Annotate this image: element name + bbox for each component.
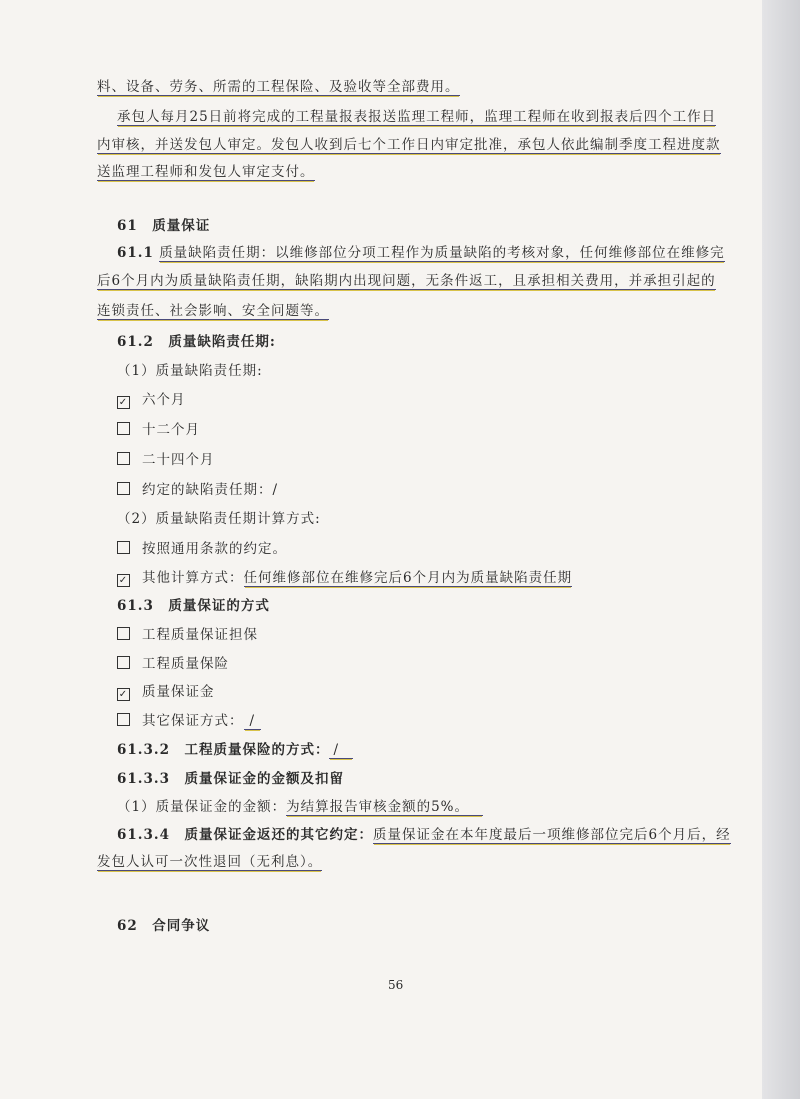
section-612-sub-2: （2）质量缺陷责任期计算方式: <box>117 511 321 527</box>
guarantee-option <box>117 626 258 644</box>
section-611-line-2 <box>97 272 716 290</box>
section-612-heading: 61.2 质量缺陷责任期: <box>117 334 276 350</box>
intro-line-3 <box>97 136 721 154</box>
checkbox-unchecked <box>117 422 130 435</box>
option-label: 约定的缺陷责任期：/ <box>142 482 279 498</box>
clause-number: 61.1 <box>117 245 154 261</box>
clause-label: （1）质量保证金的金额： <box>117 799 287 815</box>
period-option <box>117 451 215 469</box>
option-label: 工程质量保证担保 <box>142 627 258 643</box>
section-611-line-3 <box>97 302 329 320</box>
scan-edge <box>762 0 800 1099</box>
checkbox-unchecked <box>117 656 130 669</box>
checkbox-unchecked <box>117 482 130 495</box>
section-61-heading: 61 质量保证 <box>117 218 211 234</box>
underlined-text: 送监理工程师和发包人审定支付。 <box>97 164 315 180</box>
option-label: 其他计算方式： <box>142 570 244 586</box>
checkbox-unchecked <box>117 713 130 726</box>
section-6132 <box>117 741 353 759</box>
option-value: 任何维修部位在维修完后6个月内为质量缺陷责任期 <box>243 570 573 586</box>
guarantee-option <box>117 655 229 673</box>
section-611-line-1 <box>117 244 725 262</box>
option-label: 质量保证金 <box>142 684 215 700</box>
option-label: 其它保证方式： <box>142 713 244 729</box>
checkbox-unchecked <box>117 627 130 640</box>
guarantee-option <box>117 712 261 730</box>
underlined-text: 连锁责任、社会影响、安全问题等。 <box>97 303 329 319</box>
section-62-heading: 62 合同争议 <box>117 918 211 934</box>
clause-label: 61.3.4 质量保证金返还的其它约定： <box>117 827 373 843</box>
underlined-text: 承包人每月25日前将完成的工程量报表报送监理工程师，监理工程师在收到报表后四个工作日 <box>117 109 717 125</box>
period-option <box>117 421 200 439</box>
checkbox-checked: ✓ <box>118 689 129 700</box>
clause-value: / <box>329 742 353 759</box>
underlined-text: 料、设备、劳务、所需的工程保险、及验收等全部费用。 <box>97 79 460 95</box>
clause-value: 为结算报告审核金额的5%。 <box>286 799 483 816</box>
section-613-heading: 61.3 质量保证的方式 <box>117 598 270 614</box>
intro-line-2 <box>117 108 716 126</box>
period-option <box>117 481 278 499</box>
page-number: 56 <box>388 978 404 992</box>
section-6133-sub <box>117 798 483 816</box>
clause-value: 发包人认可一次性退回（无利息）。 <box>97 854 323 870</box>
underlined-text: 内审核，并送发包人审定。发包人收到后七个工作日内审定批准，承包人依此编制季度工程进度款 <box>97 137 721 153</box>
option-label: 二十四个月 <box>142 452 215 468</box>
checkbox-checked: ✓ <box>118 575 129 586</box>
clause-label: 61.3.2 工程质量保险的方式： <box>117 742 330 758</box>
checkbox-checked: ✓ <box>118 397 129 408</box>
calc-option <box>117 569 572 587</box>
section-612-sub-1: （1）质量缺陷责任期: <box>117 363 263 379</box>
checkbox-unchecked <box>117 452 130 465</box>
option-label: 按照通用条款的约定。 <box>142 541 287 557</box>
option-label: 工程质量保险 <box>142 656 229 672</box>
period-option <box>117 391 186 409</box>
option-value: / <box>244 713 262 730</box>
section-6134-line-1 <box>117 826 731 844</box>
intro-line-4 <box>97 163 315 181</box>
clause-value: 质量保证金在本年度最后一项维修部位完后6个月后，经 <box>372 827 731 843</box>
option-label: 十二个月 <box>142 422 200 438</box>
section-6133-heading: 61.3.3 质量保证金的金额及扣留 <box>117 771 344 787</box>
underlined-text: 质量缺陷责任期：以维修部位分项工程作为质量缺陷的考核对象，任何维修部位在维修完 <box>159 245 725 261</box>
underlined-text: 后6个月内为质量缺陷责任期，缺陷期内出现问题，无条件返工，且承担相关费用，并承担引起的 <box>97 273 716 289</box>
option-label: 六个月 <box>142 392 186 408</box>
intro-line-1 <box>97 78 460 96</box>
guarantee-option <box>117 683 215 701</box>
calc-option <box>117 540 287 558</box>
checkbox-unchecked <box>117 541 130 554</box>
section-6134-line-2 <box>97 853 322 871</box>
